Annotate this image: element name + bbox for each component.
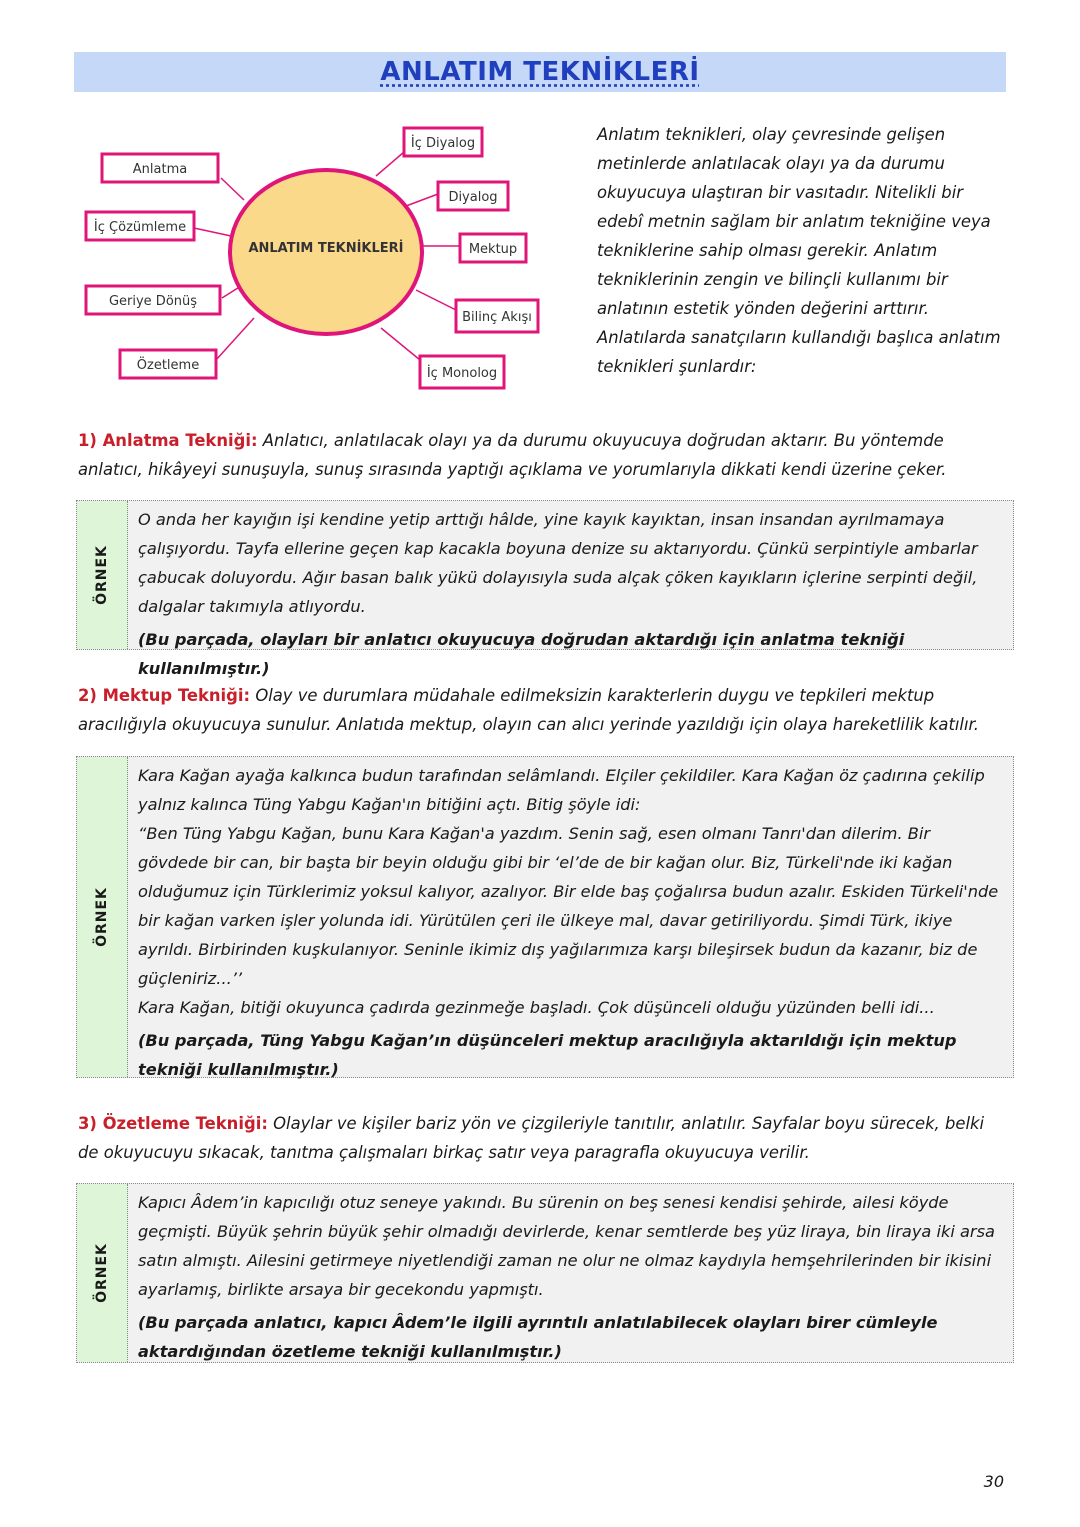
- section-anlatma: [78, 426, 1006, 484]
- example-tag: ÖRNEK: [77, 757, 128, 1077]
- example-note: (Bu parçada anlatıcı, kapıcı Âdem’le ilgili ayrıntılı anlatılabilecek olayları birer cümleyle aktardığından özetleme tekniği kullanılmıştır.): [138, 1313, 938, 1361]
- node-ic-diyalog: İç Diyalog: [410, 136, 476, 151]
- example-note: (Bu parçada, olayları bir anlatıcı okuyucuya doğrudan aktardığı için anlatma tekniği kullanılmıştır.): [138, 630, 905, 678]
- techniques-mind-map: [76, 118, 546, 398]
- section-text: Olay ve durumlara müdahale edilmeksizin karakterlerin duygu ve tepkileri mektup aracılığıyla okuyucuya sunulur. Anlatıda mektup, olayın can alıcı yerinde yazıldığı için olaya hareketlilik katılır.: [78, 686, 979, 734]
- node-ozetleme: Özetleme: [136, 358, 200, 373]
- title-bar: [74, 52, 1006, 92]
- example-paragraph: Kara Kağan ayağa kalkınca budun tarafından selâmlandı. Elçiler çekildiler. Kara Kağan öz çadırına çekilip yalnız kalınca Tüng Yabgu Kağan'ın bitiğini açtı. Bitig şöyle idi:: [138, 766, 985, 814]
- example-tag: ÖRNEK: [77, 501, 128, 649]
- center-label: ANLATIM TEKNİKLERİ: [248, 241, 404, 256]
- example-box: [76, 1183, 1014, 1363]
- node-ic-cozumleme: İç Çözümleme: [93, 220, 187, 235]
- node-diyalog: Diyalog: [448, 190, 498, 205]
- node-mektup: Mektup: [468, 242, 518, 257]
- example-paragraph: O anda her kayığın işi kendine yetip arttığı hâlde, yine kayık kayıktan, insan insandan ayrılmamaya çalışıyordu. Tayfa ellerine geçen kap kacakla boyuna denize su aktarıyordu. Çünkü serpintiyle ambarlar çabucak doluyordu. Ağır basan balık yükü dolayısıyla suda alçak çöken kayıkların içlerine serpinti değil, dalgalar takımıyla atlıyordu.: [138, 510, 978, 616]
- example-tag: ÖRNEK: [77, 1184, 128, 1362]
- intro-paragraph: Anlatım teknikleri, olay çevresinde gelişen metinlerde anlatılacak olayı ya da durumu okuyucuya ulaştıran bir vasıtadır. Nitelikli bir edebî metnin sağlam bir anlatım tekniğine veya tekniklerine sahip olması gerekir. Anlatım tekniklerinin zengin ve bilinçli kullanımı bir anlatının estetik yönden değerini arttırır. Anlatılarda sanatçıların kullandığı başlıca anlatım teknikleri şunlardır:: [597, 125, 1001, 376]
- node-ic-monolog: İç Monolog: [426, 366, 498, 381]
- example-box: [76, 756, 1014, 1078]
- example-note: (Bu parçada, Tüng Yabgu Kağan’ın düşünceleri mektup aracılığıyla aktarıldığı için mektup tekniği kullanılmıştır.): [138, 1031, 957, 1079]
- section-mektup: [78, 681, 1006, 739]
- page-title: ANLATIM TEKNİKLERİ: [380, 57, 700, 87]
- example-paragraph: “Ben Tüng Yabgu Kağan, bunu Kara Kağan'a yazdım. Senin sağ, esen olmanı Tanrı'dan dilerim. Bir gövdede bir can, bir başta bir beyin olduğu gibi bir ‘el’de de bir kağan olur. Biz, Türkeli'nde iki kağan olduğumuz için Türklerimiz yoksul kalıyor, azalıyor. Bir elde baş çoğalırsa budun azalır. Eskiden Türkeli'nde bir kağan varken işler yolunda idi. Yürütülen çeri ile ülkeye mal, davar getiriliyordu. Şimdi Türk, ikiye ayrıldı. Birbirinden kuşkulanıyor. Seninle ikimiz dış yağılarımıza karşı bileşirsek budun da kazanır, biz de güçleniriz...’’: [138, 824, 999, 988]
- section-ozetleme: [78, 1109, 1006, 1167]
- example-box: [76, 500, 1014, 678]
- node-geriye-donus: Geriye Dönüş: [108, 294, 198, 309]
- example-paragraph: Kapıcı Âdem’in kapıcılığı otuz seneye yakındı. Bu sürenin on beş senesi kendisi şehirde, ailesi köyde geçmişti. Büyük şehrin büyük şehir olmadığı devirlerde, kenar semtlerde beş yüz liraya, bin liraya iki arsa satın almıştı. Ailesini getirmeye niyetlendiği zaman ne olur ne olmaz kaydıyla hemşehrilerinden bir ikisini ayarlamış, birlikte arsaya bir gecekondu yapmıştı.: [138, 1193, 995, 1299]
- section-text: Olaylar ve kişiler bariz yön ve çizgileriyle tanıtılır, anlatılır. Sayfalar boyu sürecek, belki de okuyucuyu sıkacak, tanıtma çalışmaları birkaç satır veya paragrafla okuyucuya verilir.: [78, 1114, 985, 1162]
- section-text: Anlatıcı, anlatılacak olayı ya da durumu okuyucuya doğrudan aktarır. Bu yöntemde anlatıcı, hikâyeyi sunuşuyla, sunuş sırasında yaptığı açıklama ve yorumlarıyla dikkati kendi üzerine çeker.: [78, 431, 947, 479]
- page-number: 30: [983, 1472, 1004, 1491]
- example-paragraph: Kara Kağan, bitiği okuyunca çadırda gezinmeğe başladı. Çok düşünceli olduğu yüzünden belli idi...: [138, 998, 935, 1017]
- node-anlatma: Anlatma: [132, 162, 188, 177]
- node-bilinc-akisi: Bilinç Akışı: [462, 310, 532, 325]
- section-label: 2) Mektup Tekniği:: [78, 686, 251, 705]
- section-label: 3) Özetleme Tekniği:: [78, 1114, 268, 1133]
- section-label: 1) Anlatma Tekniği:: [78, 431, 258, 450]
